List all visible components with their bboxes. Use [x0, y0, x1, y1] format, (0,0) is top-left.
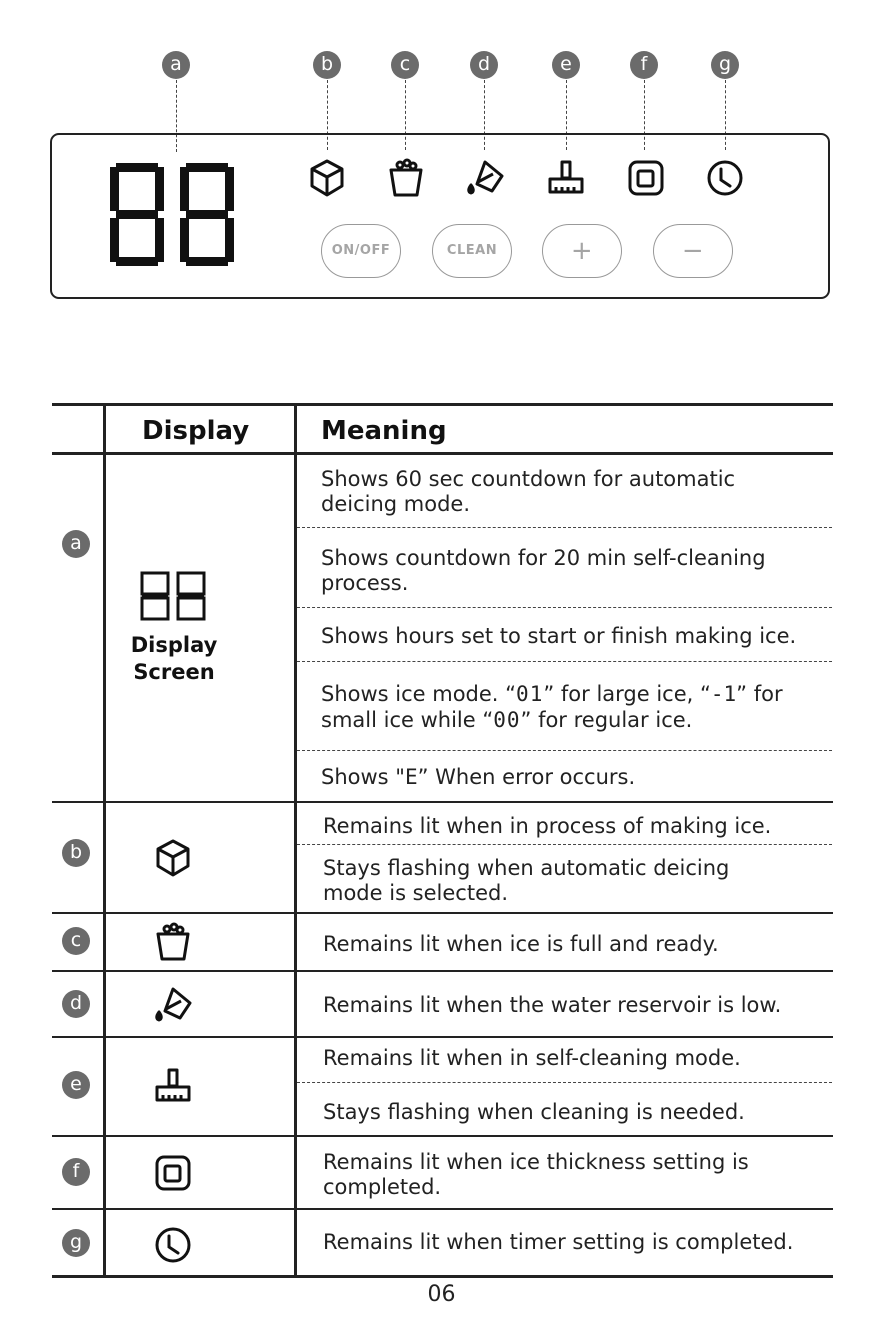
- thickness-square-icon: [626, 158, 666, 198]
- ice-bucket-icon: [386, 158, 426, 198]
- plus-button[interactable]: +: [542, 224, 622, 278]
- meaning-text: deicing mode.: [321, 492, 471, 516]
- dashed-divider: [297, 527, 832, 528]
- callout-a: a: [162, 51, 190, 79]
- column-divider: [294, 405, 297, 1277]
- seven-seg-code: E: [404, 765, 418, 789]
- meaning-text: Stays flashing when cleaning is needed.: [323, 1100, 745, 1124]
- dashed-divider: [297, 844, 832, 845]
- row-divider: [52, 1036, 833, 1038]
- water-pour-icon: [465, 158, 505, 198]
- dashed-divider: [297, 1082, 832, 1083]
- brush-icon: [153, 1066, 193, 1106]
- meaning-text: Remains lit when the water reservoir is low.: [323, 993, 782, 1017]
- header-meaning: Meaning: [321, 416, 447, 446]
- text-fragment: ” for: [736, 682, 783, 706]
- clock-icon: [153, 1225, 193, 1265]
- meaning-text: Remains lit when ice thickness setting is: [323, 1150, 749, 1174]
- text-fragment: ” for large ice, “: [543, 682, 711, 706]
- meaning-text: Shows 60 sec countdown for automatic: [321, 467, 736, 491]
- meaning-text: Stays flashing when automatic deicing: [323, 856, 730, 880]
- row-divider: [52, 912, 833, 914]
- meaning-text: Shows countdown for 20 min self-cleaning: [321, 546, 766, 570]
- dashed-divider: [297, 607, 832, 608]
- table-top-border: [52, 403, 833, 406]
- dashed-divider: [297, 750, 832, 751]
- brush-icon: [546, 158, 586, 198]
- meaning-text: process.: [321, 571, 409, 595]
- ice-cube-icon: [307, 158, 347, 198]
- row-divider: [52, 1135, 833, 1137]
- callout-c: c: [391, 51, 419, 79]
- meaning-text-ice-mode: [321, 682, 783, 707]
- seven-seg-code: 01: [516, 682, 544, 706]
- table-header-border: [52, 452, 833, 455]
- seven-seg-code: 00: [493, 708, 521, 732]
- row-divider: [52, 970, 833, 972]
- callout-e: e: [552, 51, 580, 79]
- thickness-square-icon: [153, 1153, 193, 1193]
- dashed-divider: [297, 661, 832, 662]
- water-pour-icon: [153, 985, 193, 1025]
- callout-g: g: [711, 51, 739, 79]
- clock-icon: [705, 158, 745, 198]
- callout-b: b: [313, 51, 341, 79]
- seven-segment-display: [110, 163, 240, 266]
- row-label-e: e: [62, 1071, 90, 1099]
- text-fragment: small ice while “: [321, 708, 494, 732]
- text-fragment: ” When error occurs.: [417, 765, 636, 789]
- row-label-a: a: [62, 530, 90, 558]
- clean-button[interactable]: CLEAN: [432, 224, 512, 278]
- row-divider: [52, 1208, 833, 1210]
- column-divider: [103, 405, 106, 1277]
- row-label-b: b: [62, 839, 90, 867]
- meaning-text: Remains lit when ice is full and ready.: [323, 932, 719, 956]
- row-label-c: c: [62, 927, 90, 955]
- table-bottom-border: [52, 1275, 833, 1278]
- meaning-text-error: [321, 765, 635, 790]
- page-number: 06: [427, 1282, 456, 1307]
- on-off-button[interactable]: ON/OFF: [321, 224, 401, 278]
- meaning-text: Remains lit when in self-cleaning mode.: [323, 1046, 741, 1070]
- meaning-text-ice-mode-2: [321, 708, 692, 733]
- callout-f: f: [630, 51, 658, 79]
- meaning-text: Remains lit when in process of making ice.: [323, 814, 772, 838]
- meaning-text: Remains lit when timer setting is completed.: [323, 1230, 794, 1254]
- row-divider: [52, 801, 833, 803]
- row-label-f: f: [62, 1158, 90, 1186]
- ice-bucket-icon: [153, 922, 193, 962]
- header-display: Display: [142, 416, 250, 446]
- display-caption-line2: Screen: [133, 660, 215, 684]
- seven-seg-code: -1: [710, 682, 737, 706]
- display-screen-icon: [140, 571, 208, 621]
- meaning-text: Shows hours set to start or finish making ice.: [321, 624, 797, 648]
- minus-button[interactable]: −: [653, 224, 733, 278]
- display-caption-line1: Display: [130, 633, 218, 657]
- row-label-g: g: [62, 1229, 90, 1257]
- ice-cube-icon: [153, 838, 193, 878]
- text-fragment: Shows ": [321, 765, 405, 789]
- row-label-d: d: [62, 990, 90, 1018]
- text-fragment: ” for regular ice.: [520, 708, 693, 732]
- text-fragment: Shows ice mode. “: [321, 682, 517, 706]
- meaning-text: mode is selected.: [323, 881, 509, 905]
- callout-d: d: [470, 51, 498, 79]
- meaning-text: completed.: [323, 1175, 442, 1199]
